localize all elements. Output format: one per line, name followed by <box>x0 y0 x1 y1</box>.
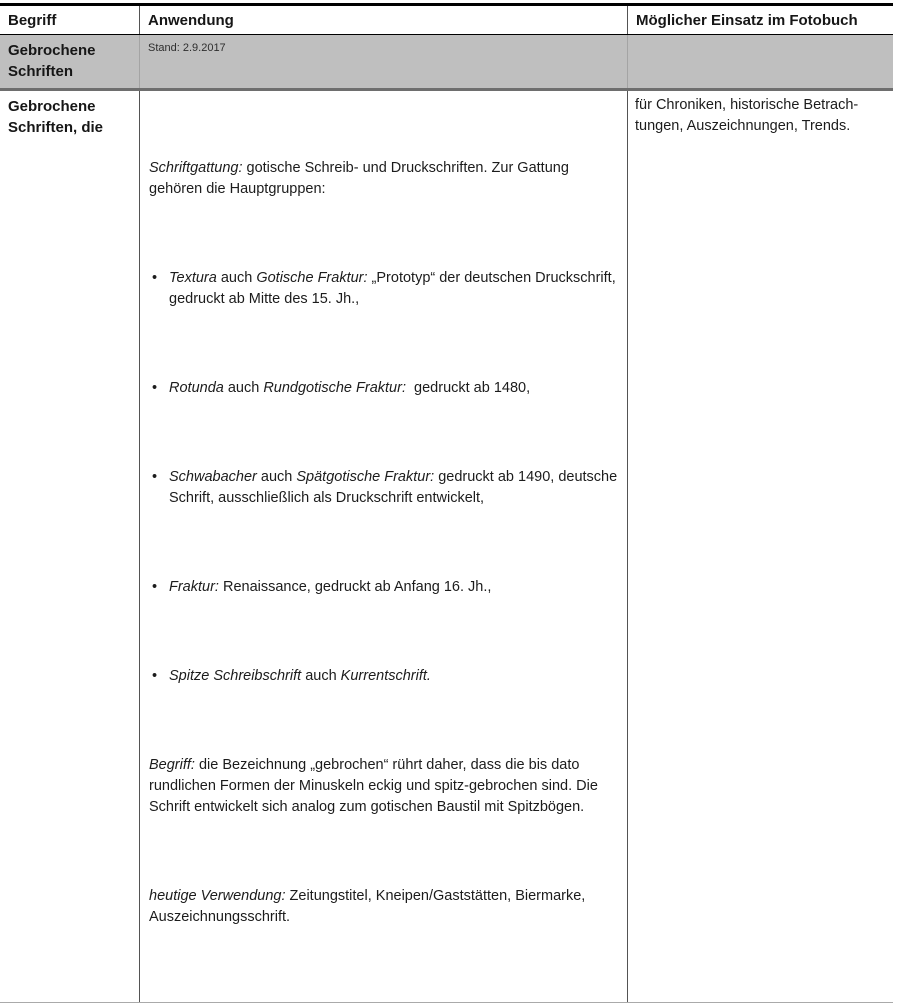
fotobuch-line: tungen, Auszeichnungen, Trends. <box>635 118 851 134</box>
term-italic: Spätgotische Fraktur: <box>296 469 435 485</box>
section-term: Gebrochene Schriften <box>8 42 96 80</box>
term-regular: auch <box>216 270 257 286</box>
begriff-rest: die Bezeichnung „gebrochen“ rührt daher, dass die bis dato rundlichen Formen der Minuskeln eckig und spitz-gebrochen sind. Die Schrift entwickelt sich analog zum gotischen Baustil mit Spitzbögen. <box>149 757 602 815</box>
term-italic: Gotische Fraktur: <box>256 270 368 286</box>
begriff-paragraph <box>149 755 623 818</box>
bullet-text <box>169 378 623 399</box>
term-italic: Textura <box>169 270 217 286</box>
term-italic: Fraktur: <box>169 579 219 595</box>
list-item <box>149 577 623 598</box>
bullet-text <box>169 577 623 598</box>
bullet-icon: • <box>152 668 158 684</box>
column-header-anwendung: Anwendung <box>139 6 628 34</box>
section-row <box>0 35 893 91</box>
glossary-table <box>0 3 893 1003</box>
bullet-text <box>169 666 623 687</box>
term-italic: Rundgotische Fraktur: <box>263 380 406 396</box>
bullet-icon: • <box>152 579 158 595</box>
bullet-text <box>169 467 623 509</box>
verwendung-lead: heutige Verwendung: <box>149 888 286 904</box>
table-header-row <box>0 6 893 35</box>
term-regular: gedruckt ab 1480, <box>405 380 531 396</box>
list-item <box>149 268 623 310</box>
term-italic: Spitze Schreibschrift <box>169 668 302 684</box>
section-empty-cell <box>628 35 893 88</box>
verwendung-rest: Zeitungstitel, Kneipen/Gaststätten, Biermarke, Auszeichnungsschrift. <box>149 888 589 925</box>
list-item <box>149 666 623 687</box>
term-italic: Kurrentschrift. <box>340 668 431 684</box>
status-note: Stand: 2.9.2017 <box>139 35 628 88</box>
entry-term: Gebrochene Schriften, die <box>8 98 104 136</box>
term-regular: gedruckt ab 1490, deutsche Schrift, ausschließlich als Druckschrift entwickelt, <box>169 469 622 506</box>
term-regular: auch <box>301 668 341 684</box>
bullet-icon: • <box>152 270 158 286</box>
entry-fotobuch-cell <box>628 91 893 1002</box>
column-header-begriff: Begriff <box>8 12 57 29</box>
term-regular: „Prototyp“ der deutschen Druckschrift, gedruckt ab Mitte des 15. Jh., <box>169 270 620 307</box>
term-regular: Renaissance, gedruckt ab Anfang 16. Jh., <box>218 579 492 595</box>
list-item <box>149 467 623 509</box>
intro-lead: Schriftgattung: <box>149 160 243 176</box>
term-regular: auch <box>256 469 297 485</box>
column-header-fotobuch: Möglicher Einsatz im Fotobuch <box>636 12 858 29</box>
list-item <box>149 378 623 399</box>
intro-paragraph <box>149 158 623 200</box>
verwendung-paragraph <box>149 886 623 928</box>
entry-anwendung-cell <box>139 91 628 1002</box>
bullet-icon: • <box>152 380 158 396</box>
term-regular: auch <box>223 380 264 396</box>
bullet-icon: • <box>152 469 158 485</box>
intro-rest: gotische Schreib- und Druckschriften. Zur Gattung gehören die Hauptgruppen: <box>149 160 573 197</box>
bullet-text <box>169 268 623 310</box>
begriff-lead: Begriff: <box>149 757 195 773</box>
fotobuch-line: für Chroniken, historische Betrach- <box>635 97 859 113</box>
term-italic: Schwabacher <box>169 469 257 485</box>
entry-row <box>0 91 893 1003</box>
term-italic: Rotunda <box>169 380 224 396</box>
